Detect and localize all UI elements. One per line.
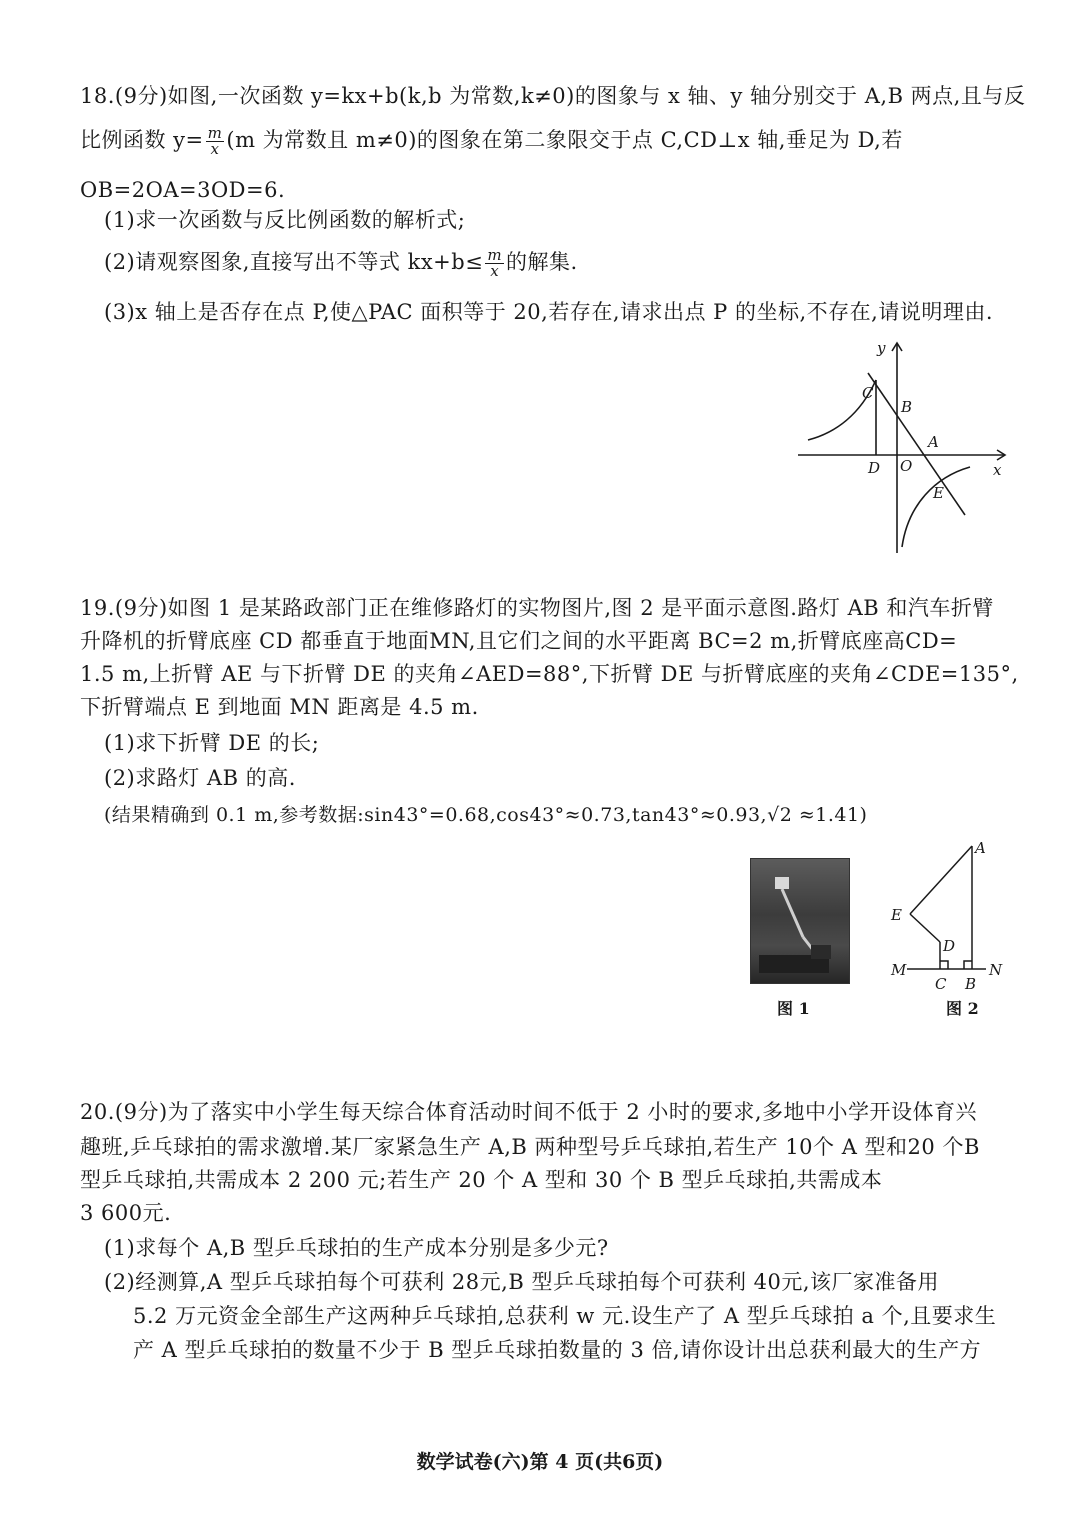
q19-line4: 下折臂端点 E 到地面 MN 距离是 4.5 m. [80,695,479,719]
label-B: B [965,975,977,993]
q18-line1: 18.(9分)如图,一次函数 y=kx+b(k,b 为常数,k≠0)的图象与 x 轴、y 轴分别交于 A,B 两点,且与反 [80,84,1026,108]
fraction-numerator: m [207,124,223,142]
q19-part2: (2)求路灯 AB 的高. [104,766,296,790]
label-E: E [933,484,944,502]
label-O: O [900,457,913,475]
q20-line2: 趣班,乒乓球拍的需求激增.某厂家紧急生产 A,B 两种型号乒乓球拍,若生产 10个 A 型和20 个B [80,1135,980,1159]
fraction-denominator: x [490,262,500,280]
lift-upper-arm [782,889,803,937]
figure1-caption: 图 1 [777,999,810,1018]
q18-part2 [104,248,578,279]
q20-line4: 3 600元. [80,1201,172,1225]
q20-part2-line2: 5.2 万元资金全部生产这两种乒乓球拍,总获利 w 元.设生产了 A 型乒乓球拍 a 个,且要求生 [133,1304,997,1328]
q18-part3: (3)x 轴上是否存在点 P,使△PAC 面积等于 20,若存在,请求出点 P 的坐标,不存在,请说明理由. [104,300,994,324]
q19-part1: (1)求下折臂 DE 的长; [104,731,320,755]
streetlight-schematic [880,836,1010,996]
label-C: C [935,975,947,993]
fraction-m-over-x-2 [485,248,504,279]
q18-function-graph [790,335,1020,560]
q19-line2: 升降机的折臂底座 CD 都垂直于地面MN,且它们之间的水平距离 BC=2 m,折臂底座高CD= [80,629,958,653]
q20-part1: (1)求每个 A,B 型乒乓球拍的生产成本分别是多少元? [104,1236,609,1260]
streetlight-repair-photo [750,858,850,984]
label-D: D [943,937,956,955]
lower-arm-DE [910,914,940,942]
label-M: M [891,961,907,979]
right-angle-C-icon [940,961,948,969]
label-B: B [901,398,913,416]
q19-line1: 19.(9分)如图 1 是某路政部门正在维修路灯的实物图片,图 2 是平面示意图.路灯 AB 和汽车折臂 [80,596,994,620]
q18-part2-start: (2)请观察图象,直接写出不等式 kx+b≤ [104,250,484,274]
fraction-m-over-x [206,126,225,157]
q19-line3: 1.5 m,上折臂 AE 与下折臂 DE 的夹角∠AED=88°,下折臂 DE 与折臂底座的夹角∠CDE=135°, [80,662,1019,686]
q20-part2-line3: 产 A 型乒乓球拍的数量不少于 B 型乒乓球拍数量的 3 倍,请你设计出总获利最大的生产方 [133,1338,982,1362]
q18-part2-end: 的解集. [506,250,578,274]
lift-bucket [775,877,789,889]
q19-reference-note: (结果精确到 0.1 m,参考数据:sin43°=0.68,cos43°≈0.73,tan43°≈0.93,√2 ≈1.41) [104,804,868,826]
label-E: E [891,906,902,924]
label-D: D [868,459,881,477]
q18-line2 [80,126,903,157]
q20-line1: 20.(9分)为了落实中小学生每天综合体育活动时间不低于 2 小时的要求,多地中小学开设体育兴 [80,1100,978,1124]
fraction-denominator: x [210,140,220,158]
label-A: A [928,433,939,451]
q18-part1: (1)求一次函数与反比例函数的解析式; [104,208,466,232]
label-N: N [989,961,1003,979]
fraction-numerator: m [487,246,503,264]
q20-line3: 型乒乓球拍,共需成本 2 200 元;若生产 20 个 A 型和 30 个 B 型乒乓球拍,共需成本 [80,1168,883,1192]
page-footer: 数学试卷(六)第 4 页(共6页) [416,1451,664,1473]
q18-line3: OB=2OA=3OD=6. [80,178,286,202]
label-x: x [993,461,1002,479]
label-A: A [975,839,986,857]
figure2-caption: 图 2 [946,999,979,1018]
upper-arm-AE [910,846,972,914]
photo-sketch [751,859,849,983]
linear-function-line [868,373,965,515]
label-C: C [862,384,874,402]
right-angle-B-icon [964,961,972,969]
q20-part2-line1: (2)经测算,A 型乒乓球拍每个可获利 28元,B 型乒乓球拍每个可获利 40元,该厂家准备用 [104,1270,940,1294]
q18-line2-start: 比例函数 y= [80,128,204,152]
label-y: y [877,339,886,357]
truck-cab [811,945,831,959]
q18-line2-end: (m 为常数且 m≠0)的图象在第二象限交于点 C,CD⊥x 轴,垂足为 D,若 [226,128,903,152]
